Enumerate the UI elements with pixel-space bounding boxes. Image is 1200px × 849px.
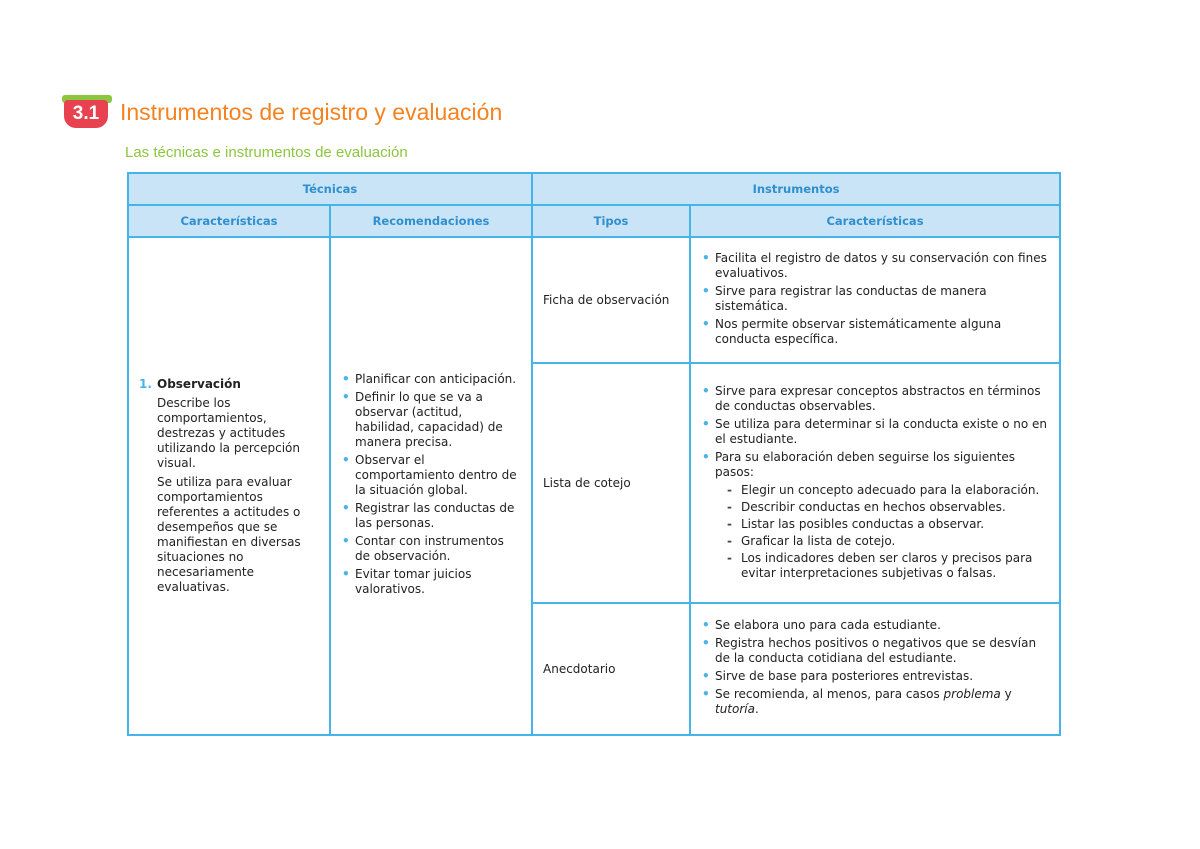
evaluation-table [127,172,1061,736]
badge-number: 3.1 [72,103,100,124]
list-item: • Nos permite observar sistemáticamente alguna conducta específica. [701,317,1049,347]
header-tipos: Tipos [532,205,690,237]
list-item: • Sirve para expresar conceptos abstractos en términos de conductas observables. [701,384,1049,414]
list-item: • Contar con instrumentos de observación. [341,534,521,564]
sub-header-row [128,205,1060,237]
tecnica-heading [139,377,319,392]
list-item: • Sirve de base para posteriores entrevistas. [701,669,1049,684]
list-item: • Se elabora uno para cada estudiante. [701,618,1049,633]
page-title: Instrumentos de registro y evaluación [120,98,503,125]
group-header-row [128,173,1060,205]
section-number-badge [62,95,114,129]
list-item: • Para su elaboración deben seguirse los siguientes pasos: [701,450,1049,480]
caracteristicas-lista-list [701,384,1049,581]
tipo-lista-cotejo: Lista de cotejo [532,363,690,603]
sub-list-item: - Elegir un concepto adecuado para la elaboración. [701,483,1049,498]
page-subtitle: Las técnicas e instrumentos de evaluación [125,144,408,161]
text-run: Se recomienda, al menos, para casos [715,687,944,701]
recomendaciones-cell [330,237,532,735]
caracteristicas-anecdotario-list [701,618,1049,717]
tecnica-description [139,396,319,595]
sub-list-item: - Los indicadores deben ser claros y precisos para evitar interpretaciones subjetivas o falsas. [701,551,1049,581]
list-item: • Planificar con anticipación. [341,372,521,387]
list-item: • Registrar las conductas de las personas. [341,501,521,531]
header-caracteristicas-instrumento: Características [690,205,1060,237]
caracteristicas-ficha-list [701,251,1049,347]
header-caracteristicas-tecnica: Características [128,205,330,237]
list-item: • Sirve para registrar las conductas de manera sistemática. [701,284,1049,314]
list-item: • Facilita el registro de datos y su conservación con fines evaluativos. [701,251,1049,281]
tecnica-paragraph: Se utiliza para evaluar comportamientos referentes a actitudes o desempeños que se manifiestan en diversas situaciones no necesariamente evaluativas. [157,475,301,594]
sub-list-item: - Graficar la lista de cotejo. [701,534,1049,549]
tecnica-title: Observación [157,377,241,391]
recomendaciones-list [341,372,521,597]
list-item: • Evitar tomar juicios valorativos. [341,567,521,597]
caracteristicas-lista-cell [690,363,1060,603]
emphasis-text: problema [943,687,1001,701]
tipo-anecdotario: Anecdotario [532,603,690,735]
tecnica-cell [128,237,330,735]
list-item: • Registra hechos positivos o negativos que se desvían de la conducta cotidiana del estudiante. [701,636,1049,666]
sub-list-item: - Describir conductas en hechos observables. [701,500,1049,515]
caracteristicas-ficha-cell [690,237,1060,363]
list-item: • Se utiliza para determinar si la conducta existe o no en el estudiante. [701,417,1049,447]
list-item: • Observar el comportamiento dentro de la situación global. [341,453,521,498]
tipo-ficha: Ficha de observación [532,237,690,363]
list-item [701,687,1049,717]
text-run: y [1000,687,1012,701]
section-heading [62,94,502,130]
list-item: • Definir lo que se va a observar (actitud, habilidad, capacidad) de manera precisa. [341,390,521,450]
table-row-ficha [128,237,1060,363]
tecnica-number: 1. [139,377,152,391]
header-recomendaciones: Recomendaciones [330,205,532,237]
emphasis-text: tutoría [715,702,755,716]
caracteristicas-anecdotario-cell [690,603,1060,735]
text-run: . [754,702,759,716]
header-instrumentos: Instrumentos [532,173,1060,205]
tecnica-paragraph: Describe los comportamientos, destrezas y actitudes utilizando la percepción visual. [157,396,300,470]
sub-list-item: - Listar las posibles conductas a observar. [701,517,1049,532]
header-tecnicas: Técnicas [128,173,532,205]
